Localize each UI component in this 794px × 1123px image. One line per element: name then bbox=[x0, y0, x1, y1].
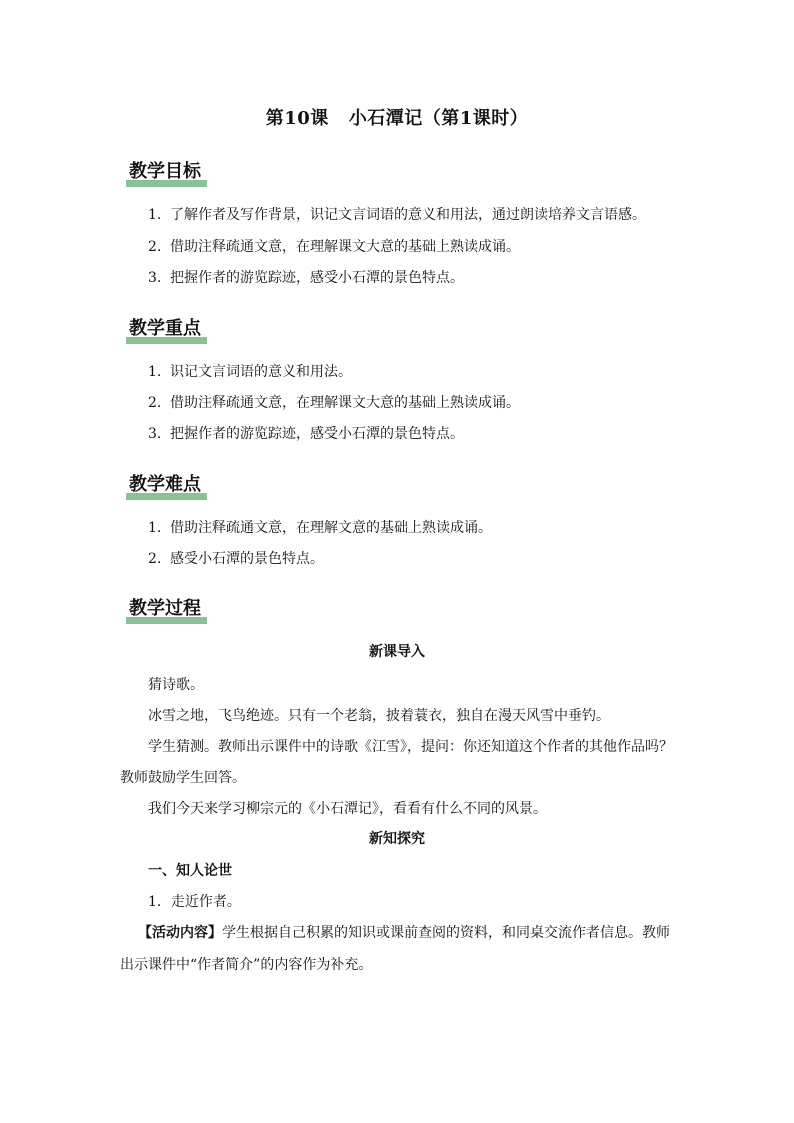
section-heading-process: 教学过程 bbox=[126, 597, 207, 623]
paragraph-continuation: 教师鼓励学生回答。 bbox=[120, 770, 246, 786]
list-item: 2. 借助注释疏通文意，在理解课文大意的基础上熟读成诵。 bbox=[148, 239, 520, 255]
section-heading-difficulties: 教学难点 bbox=[126, 473, 207, 499]
lesson-name: 小石潭记（第1课时） bbox=[348, 108, 529, 129]
paragraph: 我们今天来学习柳宗元的《小石潭记》，看看有什么不同的风景。 bbox=[148, 801, 547, 817]
paragraph: 冰雪之地，飞鸟绝迹。只有一个老翁，披着蓑衣，独自在漫天风雪中垂钓。 bbox=[148, 708, 610, 724]
subheading-explore: 新知探究 bbox=[369, 831, 425, 847]
list-item: 3. 把握作者的游览踪迹，感受小石潭的景色特点。 bbox=[148, 270, 464, 286]
page-title bbox=[0, 104, 794, 130]
paragraph: 猜诗歌。 bbox=[148, 677, 204, 693]
section-heading-objectives: 教学目标 bbox=[126, 160, 207, 186]
list-item: 2. 感受小石潭的景色特点。 bbox=[148, 551, 324, 567]
list-item: 2. 借助注释疏通文意，在理解课文大意的基础上熟读成诵。 bbox=[148, 395, 520, 411]
lesson-number: 第10课 bbox=[265, 108, 329, 129]
list-item: 3. 把握作者的游览踪迹，感受小石潭的景色特点。 bbox=[148, 426, 464, 442]
subsection-title: 一、知人论世 bbox=[148, 863, 232, 879]
activity-label: 【活动内容】 bbox=[138, 925, 222, 941]
list-item: 1. 借助注释疏通文意，在理解文意的基础上熟读成诵。 bbox=[148, 520, 492, 536]
paragraph-continuation: 出示课件中“作者简介”的内容作为补充。 bbox=[120, 957, 373, 973]
step-title: 1．走近作者。 bbox=[148, 894, 241, 910]
list-item: 1. 识记文言词语的意义和用法。 bbox=[148, 364, 352, 380]
subheading-intro: 新课导入 bbox=[369, 644, 425, 660]
activity-paragraph: 【活动内容】学生根据自己积累的知识或课前查阅的资料，和同桌交流作者信息。教师 bbox=[138, 925, 670, 941]
list-item: 1. 了解作者及写作背景，识记文言词语的意义和用法，通过朗读培养文言语感。 bbox=[148, 207, 646, 223]
section-heading-key-points: 教学重点 bbox=[126, 317, 207, 343]
paragraph: 学生猜测。教师出示课件中的诗歌《江雪》，提问：你还知道这个作者的其他作品吗？ bbox=[148, 739, 673, 755]
